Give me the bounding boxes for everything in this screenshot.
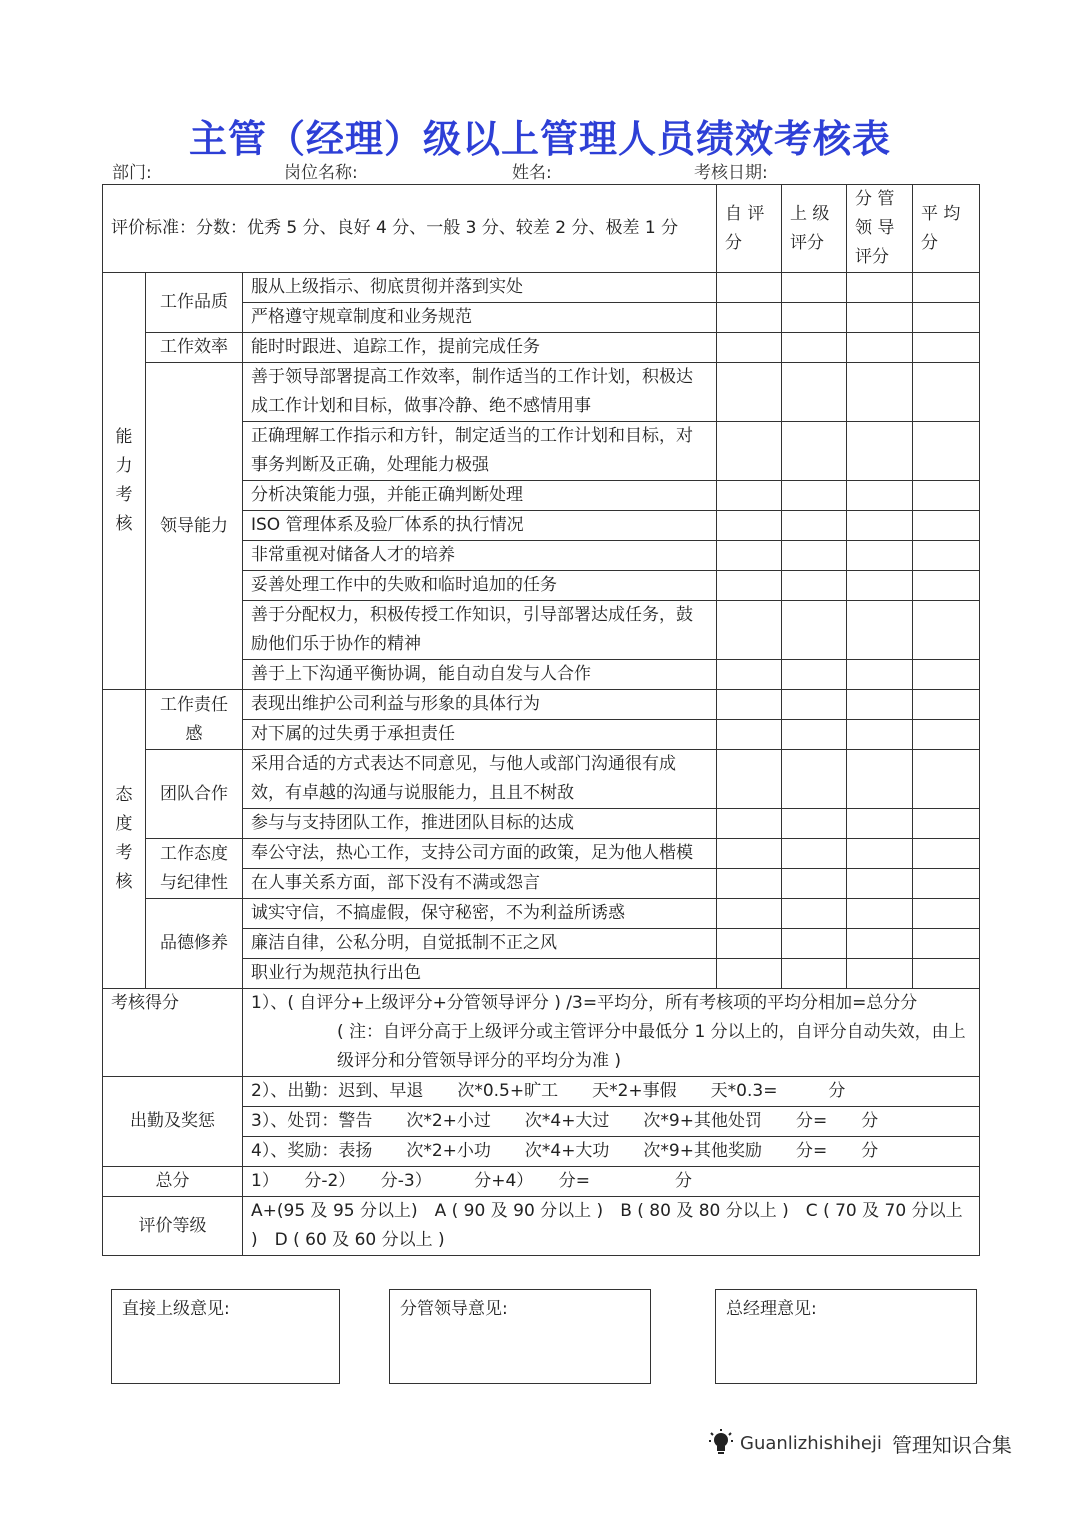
table-row: [103, 273, 980, 303]
score-cell[interactable]: [913, 929, 980, 959]
brand-english: Guanlizhishiheji: [740, 1432, 882, 1454]
score-cell[interactable]: [782, 839, 847, 869]
penalty-line: 3）、处罚：警告 次*2+小过 次*4+大过 次*9+其他处罚 分= 分: [243, 1107, 980, 1137]
score-cell[interactable]: [782, 869, 847, 899]
score-cell[interactable]: [782, 899, 847, 929]
teamwork-label: 团队合作: [146, 750, 243, 839]
score-cell[interactable]: [782, 273, 847, 303]
score-cell[interactable]: [847, 660, 913, 690]
item-text: 正确理解工作指示和方针，制定适当的工作计划和目标，对事务判断及正确，处理能力极强: [243, 422, 717, 481]
score-cell[interactable]: [782, 481, 847, 511]
page-title: 主管（经理）级以上管理人员绩效考核表: [188, 117, 891, 161]
score-cell[interactable]: [913, 511, 980, 541]
attendance-line: 2）、出勤：迟到、早退 次*0.5+旷工 天*2+事假 天*0.3= 分: [243, 1077, 980, 1107]
score-cell[interactable]: [717, 273, 782, 303]
position-label: 岗位名称:: [284, 163, 358, 183]
score-cell[interactable]: [913, 839, 980, 869]
score-cell[interactable]: [913, 959, 980, 989]
score-cell[interactable]: [913, 333, 980, 363]
leadership-label: 领导能力: [146, 363, 243, 690]
gm-opinion-box[interactable]: [715, 1289, 977, 1384]
footer-brand: [708, 1428, 1012, 1458]
item-text: 采用合适的方式表达不同意见，与他人或部门沟通很有成效，有卓越的沟通与说服能力，且且不树敌: [243, 750, 717, 809]
table-row: [103, 333, 980, 363]
criteria-header: 评价标准：分数：优秀 5 分、良好 4 分、一般 3 分、较差 2 分、极差 1 分: [103, 185, 717, 273]
table-row: [103, 690, 980, 720]
score-cell[interactable]: [847, 541, 913, 571]
grade-levels: A+(95 及 95 分以上) A ( 90 及 90 分以上 ) B ( 80 及 80 分以上 ) C ( 70 及 70 分以上 ) D ( 60 及 60 分以上 ): [243, 1197, 980, 1256]
item-text: 分析决策能力强，并能正确判断处理: [243, 481, 717, 511]
score-cell[interactable]: [717, 690, 782, 720]
item-text: 非常重视对储备人才的培养: [243, 541, 717, 571]
ability-category: 能力考核: [103, 273, 146, 690]
score-cell[interactable]: [717, 869, 782, 899]
score-cell[interactable]: [847, 869, 913, 899]
total-row: [103, 1167, 980, 1197]
score-cell[interactable]: [782, 303, 847, 333]
score-cell[interactable]: [717, 481, 782, 511]
score-cell[interactable]: [717, 511, 782, 541]
self-score-header: 自 评 分: [717, 185, 782, 273]
score-cell[interactable]: [913, 481, 980, 511]
grade-row: [103, 1197, 980, 1256]
brand-chinese: 管理知识合集: [891, 1432, 1012, 1457]
superior-opinion-label: 直接上级意见:: [122, 1299, 230, 1319]
score-cell[interactable]: [913, 690, 980, 720]
score-cell[interactable]: [847, 303, 913, 333]
score-cell[interactable]: [717, 839, 782, 869]
score-cell[interactable]: [913, 363, 980, 422]
header-row: [103, 185, 980, 273]
score-cell[interactable]: [782, 660, 847, 690]
score-row: [103, 989, 980, 1077]
score-cell[interactable]: [782, 959, 847, 989]
score-cell[interactable]: [847, 690, 913, 720]
item-text: 诚实守信，不搞虚假，保守秘密，不为利益所诱惑: [243, 899, 717, 929]
reward-line: 4）、奖励：表扬 次*2+小功 次*4+大功 次*9+其他奖励 分= 分: [243, 1137, 980, 1167]
score-cell[interactable]: [847, 929, 913, 959]
score-cell[interactable]: [913, 273, 980, 303]
date-label: 考核日期:: [694, 163, 768, 183]
score-cell[interactable]: [913, 809, 980, 839]
leader-opinion-box[interactable]: [389, 1289, 651, 1384]
score-cell[interactable]: [782, 333, 847, 363]
score-cell[interactable]: [847, 571, 913, 601]
item-text: 善于上下沟通平衡协调，能自动自发与人合作: [243, 660, 717, 690]
discipline-label: 工作态度与纪律性: [146, 839, 243, 899]
total-formula: 1） 分-2） 分-3） 分+4） 分= 分: [243, 1167, 980, 1197]
score-cell[interactable]: [847, 809, 913, 839]
score-cell[interactable]: [717, 959, 782, 989]
score-cell[interactable]: [847, 422, 913, 481]
score-cell[interactable]: [717, 422, 782, 481]
responsibility-label: 工作责任感: [146, 690, 243, 750]
item-text: 对下属的过失勇于承担责任: [243, 720, 717, 750]
attitude-category: 态度考核: [103, 690, 146, 989]
score-formula-line: 1）、( 自评分+上级评分+分管领导评分 ) /3=平均分，所有考核项的平均分相加=总分分: [251, 993, 918, 1013]
score-cell[interactable]: [847, 511, 913, 541]
score-cell[interactable]: [847, 750, 913, 809]
score-cell[interactable]: [913, 869, 980, 899]
score-cell[interactable]: [847, 333, 913, 363]
score-cell[interactable]: [782, 750, 847, 809]
score-cell[interactable]: [717, 303, 782, 333]
score-label: 考核得分: [103, 989, 243, 1077]
leader-opinion-label: 分管领导意见:: [400, 1299, 508, 1319]
gm-opinion-label: 总经理意见:: [726, 1299, 817, 1319]
score-cell[interactable]: [847, 481, 913, 511]
score-cell[interactable]: [847, 959, 913, 989]
average-score-header: 平 均 分: [913, 185, 980, 273]
attendance-label: 出勤及奖惩: [103, 1077, 243, 1167]
table-row: [103, 899, 980, 929]
score-cell[interactable]: [847, 273, 913, 303]
quality-label: 工作品质: [146, 273, 243, 333]
score-cell[interactable]: [782, 690, 847, 720]
item-text: 能时时跟进、追踪工作，提前完成任务: [243, 333, 717, 363]
superior-score-header: 上 级 评分: [782, 185, 847, 273]
score-cell[interactable]: [717, 750, 782, 809]
score-cell[interactable]: [782, 571, 847, 601]
item-text: 廉洁自律，公私分明，自觉抵制不正之风: [243, 929, 717, 959]
score-cell[interactable]: [782, 363, 847, 422]
score-cell[interactable]: [782, 422, 847, 481]
lightbulb-icon: [708, 1428, 734, 1458]
score-cell[interactable]: [913, 422, 980, 481]
score-cell[interactable]: [782, 601, 847, 660]
item-text: 表现出维护公司利益与形象的具体行为: [243, 690, 717, 720]
score-cell[interactable]: [847, 601, 913, 660]
grade-label: 评价等级: [103, 1197, 243, 1256]
item-text: 在人事关系方面，部下没有不满或怨言: [243, 869, 717, 899]
score-cell[interactable]: [717, 899, 782, 929]
evaluation-table: [102, 184, 980, 1256]
item-text: 奉公守法，热心工作，支持公司方面的政策，足为他人楷模: [243, 839, 717, 869]
leader-score-header: 分 管 领 导 评分: [847, 185, 913, 273]
score-cell[interactable]: [717, 363, 782, 422]
score-cell[interactable]: [913, 571, 980, 601]
score-cell[interactable]: [913, 541, 980, 571]
score-cell[interactable]: [717, 571, 782, 601]
item-text: 善于领导部署提高工作效率，制作适当的工作计划，积极达成工作计划和目标，做事冷静、绝不感情用事: [243, 363, 717, 422]
score-cell[interactable]: [847, 363, 913, 422]
score-cell[interactable]: [847, 839, 913, 869]
score-cell[interactable]: [717, 660, 782, 690]
score-cell[interactable]: [717, 541, 782, 571]
score-cell[interactable]: [717, 720, 782, 750]
score-cell[interactable]: [847, 720, 913, 750]
score-cell[interactable]: [717, 929, 782, 959]
score-cell[interactable]: [913, 720, 980, 750]
attendance-row: [103, 1077, 980, 1107]
item-text: 严格遵守规章制度和业务规范: [243, 303, 717, 333]
item-text: ISO 管理体系及验厂体系的执行情况: [243, 511, 717, 541]
score-cell[interactable]: [782, 511, 847, 541]
item-text: 参与与支持团队工作，推进团队目标的达成: [243, 809, 717, 839]
efficiency-label: 工作效率: [146, 333, 243, 363]
superior-opinion-box[interactable]: [111, 1289, 340, 1384]
item-text: 职业行为规范执行出色: [243, 959, 717, 989]
score-cell[interactable]: [717, 809, 782, 839]
dept-label: 部门:: [112, 163, 152, 183]
score-cell[interactable]: [782, 720, 847, 750]
score-cell[interactable]: [717, 601, 782, 660]
item-text: 善于分配权力，积极传授工作知识，引导部署达成任务，鼓励他们乐于协作的精神: [243, 601, 717, 660]
score-cell[interactable]: [913, 601, 980, 660]
score-note: ( 注：自评分高于上级评分或主管评分中最低分 1 分以上的，自评分自动失效，由上级评分和分管领导评分的平均分为准 ): [337, 1022, 966, 1071]
score-cell[interactable]: [913, 660, 980, 690]
item-text: 服从上级指示、彻底贯彻并落到实处: [243, 273, 717, 303]
morality-label: 品德修养: [146, 899, 243, 989]
score-cell[interactable]: [782, 929, 847, 959]
score-cell[interactable]: [913, 303, 980, 333]
total-label: 总分: [103, 1167, 243, 1197]
score-cell[interactable]: [847, 899, 913, 929]
name-label: 姓名:: [512, 163, 552, 183]
score-cell[interactable]: [913, 899, 980, 929]
score-cell[interactable]: [782, 809, 847, 839]
score-cell[interactable]: [913, 750, 980, 809]
score-formula: [243, 989, 980, 1077]
item-text: 妥善处理工作中的失败和临时追加的任务: [243, 571, 717, 601]
score-cell[interactable]: [717, 333, 782, 363]
score-cell[interactable]: [782, 541, 847, 571]
